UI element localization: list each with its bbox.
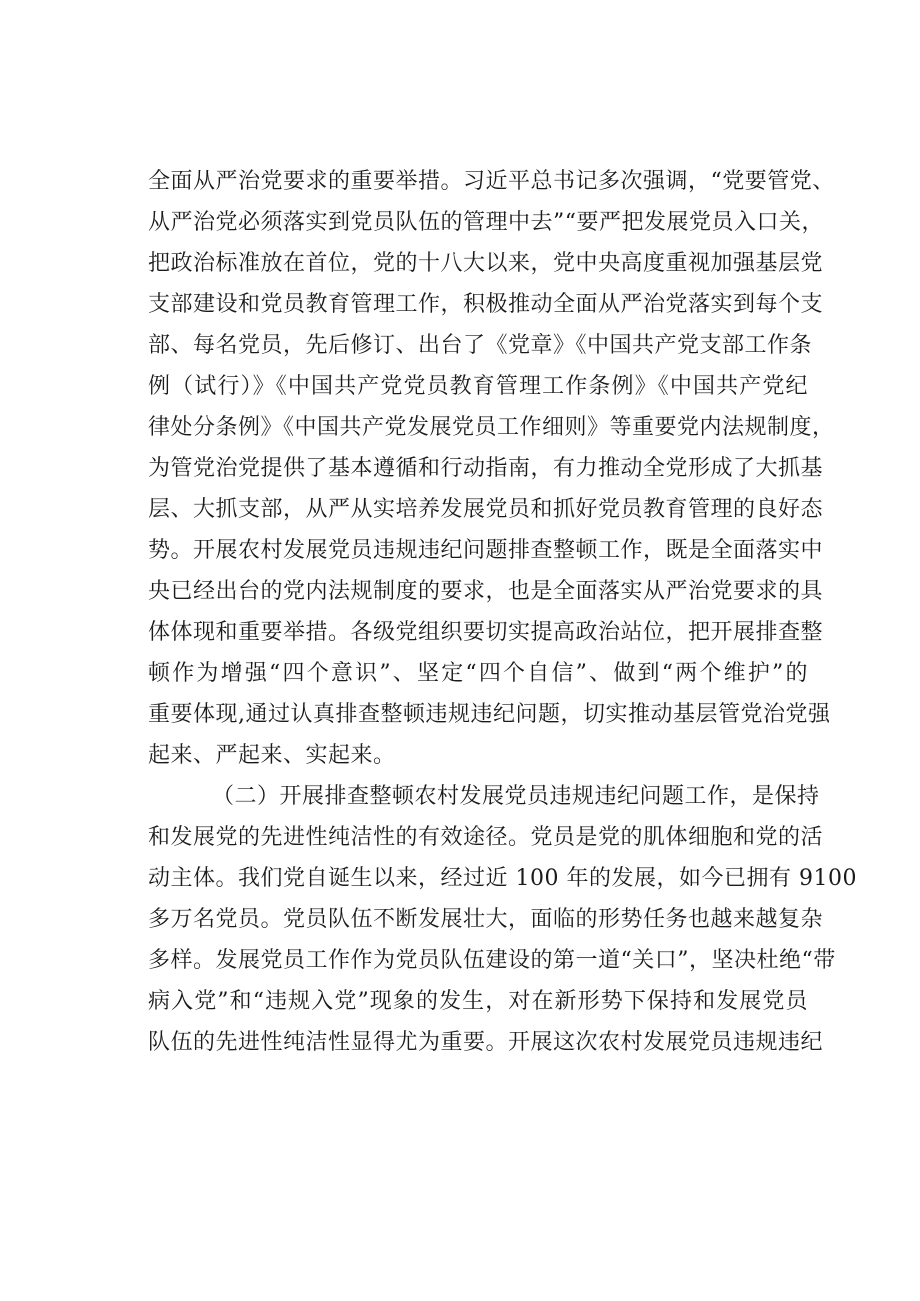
text-line: 多万名党员。党员队伍不断发展壮大，面临的形势任务也越来越复杂: [148, 907, 824, 932]
text-line: 顿作为增强“四个意识”、坚定“四个自信”、做到“两个维护”的: [148, 661, 808, 686]
text-line: 和发展党的先进性纯洁性的有效途径。党员是党的肌体细胞和党的活: [148, 825, 824, 850]
text-line: 势。开展农村发展党员违规违纪问题排查整顿工作，既是全面落实中: [148, 538, 824, 563]
text-line: 队伍的先进性纯洁性显得尤为重要。开展这次农村发展党员违规违纪: [148, 1030, 824, 1055]
text-line: 央已经出台的党内法规制度的要求，也是全面落实从严治党要求的具: [148, 579, 824, 604]
text-line: 多样。发展党员工作作为党员队伍建设的第一道“关口”，坚决杜绝“带: [148, 948, 836, 973]
text-line: 起来、严起来、实起来。: [148, 743, 396, 768]
text-line: 病入党”和“违规入党”现象的发生，对在新形势下保持和发展党员: [148, 989, 808, 1014]
text-line: 动主体。我们党自诞生以来，经过近 100 年的发展，如今已拥有 9100: [148, 866, 857, 891]
text-line: 为管党治党提供了基本遵循和行动指南，有力推动全党形成了大抓基: [148, 456, 824, 481]
text-line: 例（试行）》《中国共产党党员教育管理工作条例》《中国共产党纪: [148, 374, 808, 399]
text-line: 全面从严治党要求的重要举措。习近平总书记多次强调，“党要管党、: [148, 169, 835, 194]
text-line: 把政治标准放在首位，党的十八大以来，党中央高度重视加强基层党: [148, 251, 824, 276]
text-line: 重要体现,通过认真排查整顿违规违纪问题，切实推动基层管党治党强: [148, 702, 831, 727]
text-line: 支部建设和党员教育管理工作，积极推动全面从严治党落实到每个支: [148, 292, 824, 317]
text-line: 层、大抓支部，从严从实培养发展党员和抓好党员教育管理的良好态: [148, 497, 824, 522]
text-line: 律处分条例》《中国共产党发展党员工作细则》等重要党内法规制度，: [148, 415, 835, 440]
text-line: 部、每名党员，先后修订、出台了《党章》《中国共产党支部工作条: [148, 333, 813, 358]
text-line: 体体现和重要举措。各级党组织要切实提高政治站位，把开展排查整: [148, 620, 824, 645]
text-line: （二）开展排查整顿农村发展党员违规违纪问题工作，是保持: [212, 784, 820, 809]
text-line: 从严治党必须落实到党员队伍的管理中去”“要严把发展党员入口关，: [148, 210, 824, 235]
